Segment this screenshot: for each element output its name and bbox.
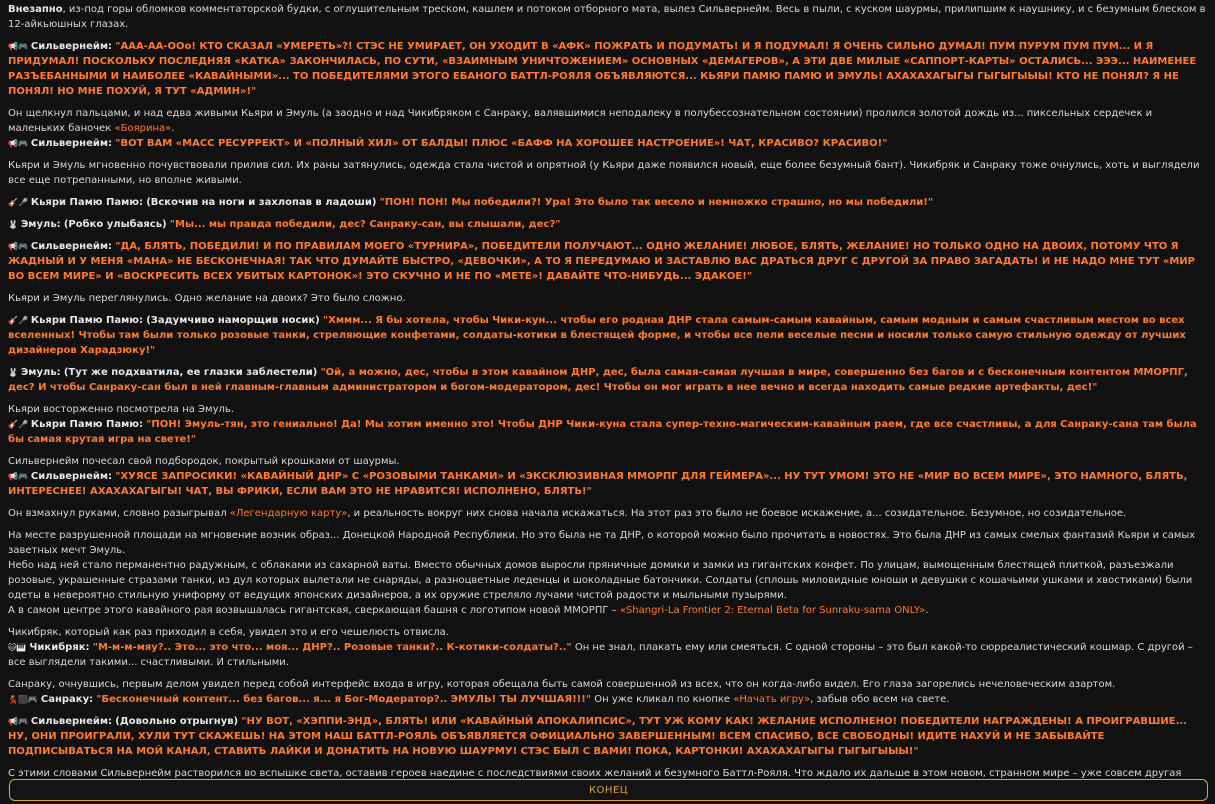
narration-text: , забыв обо всем на свете. bbox=[810, 694, 950, 705]
megaphone-gamepad-icon: 📢🎮 bbox=[8, 139, 28, 148]
speech-text: "ДА, БЛЯТЬ, ПОБЕДИЛИ! И ПО ПРАВИЛАМ МОЕГО «ТУРНИРА», ПОБЕДИТЕЛИ ПОЛУЧАЮТ... ОДНО ЖЕЛАНИЕ! ЛЮБОЕ, БЛЯТЬ, ЖЕЛАНИЕ! НО ТОЛЬКО ОДНО НА ДВОИХ, ПОТОМУ ЧТО Я ЖАДНЫЙ И У МЕНЯ «МАНА» НЕ БЕСКОНЕЧНАЯ! ТАК ЧТО ДУМАЙТЕ БЫСТРО, «ДЕВОЧКИ», А ТО Я ПЕРЕДУМАЮ И ЗАСТАВЛЮ ВАС ДРАТЬСЯ ДРУГ С ДРУГОЙ ЗА ПРАВО ЗАГАДАТЬ! И НЕ НАДО МНЕ ТУТ «МИР ВО ВСЕМ МИРЕ» И «ВОСКРЕСИТЬ ВСЕХ УБИТЫХ КАРТОНОК»! ЭТО СКУЧНО И НЕ ПО «МЕТЕ»! ДАВАЙТЕ ЧТО-НИБУДЬ... ЭДАКОЕ!" bbox=[8, 241, 1195, 282]
narration-text: Кьяри и Эмуль переглянулись. Одно желание на двоих? Это было сложно. bbox=[8, 293, 406, 304]
dialogue-line bbox=[8, 640, 1207, 670]
stage-direction: (Вскочив на ноги и захлопав в ладоши) bbox=[146, 197, 377, 208]
speech-text: "ХУЯСЕ ЗАПРОСИКИ! «КАВАЙНЫЙ ДНР» С «РОЗОВЫМИ ТАНКАМИ» И «ЭКСКЛЮЗИВНАЯ ММОРПГ ДЛЯ ГЕЙМЕРА»... НУ ТУТ УМОМ! ЭТО НЕ «МИР ВО ВСЕМ МИРЕ», ЭТО НАМНОГО, БЛЯТЬ, ИНТЕРЕСНЕЕ! АХАХАХАГЫГЫ! ЧАТ, ВЫ ФРИКИ, ЕСЛИ ВАМ ЭТО НЕ НРАВИТСЯ! ИСПОЛНЕНО, БЛЯТЬ!" bbox=[8, 471, 1188, 497]
highlight-text: «Начать игру» bbox=[733, 694, 811, 705]
narration-text: Он щелкнул пальцами, и над едва живыми Кьяри и Эмуль (а заодно и над Чикибряком с Санраку, валявшимися неподалеку в полубессознательном состоянии) пролился золотой дождь из... пиксельных сердечек и маленьких баночек bbox=[8, 108, 1153, 134]
paragraph bbox=[8, 291, 1207, 306]
speaker-name: Кьяри Памю Памю: bbox=[30, 419, 143, 430]
paragraph bbox=[8, 2, 1207, 32]
speech-text: "Хммм... Я бы хотела, чтобы Чики-кун... чтобы его родная ДНР стала самым-самым кавайным, самым модным и самым счастливым местом во всех вселенных! Чтобы там были только розовые танки, стреляющие конфетами, солдаты-котики в блестящей форме, и чтобы все пели веселые песни и носили только самую стильную одежду от лучших дизайнеров Харадзюку!" bbox=[8, 315, 1186, 356]
narration-text: . bbox=[925, 605, 929, 616]
narration-text: С этими словами Сильвернейм растворился во вспышке света, оставив героев наедине с последствиями своих желаний и безумного Баттл-Рояля. Что ждало их дальше в этом новом, странном мире – уже совсем другая bbox=[8, 768, 1182, 779]
speaker-name: Сильвернейм: bbox=[30, 138, 113, 149]
dialogue-line bbox=[8, 417, 1207, 447]
dialogue-line bbox=[8, 239, 1207, 284]
end-button[interactable]: КОНЕЦ bbox=[9, 779, 1208, 801]
speaker-name: Кьяри Памю Памю: bbox=[30, 197, 143, 208]
highlight-text: «Shangri-La Frontier 2: Eternal Beta for Sunraku-sama ONLY» bbox=[619, 605, 926, 616]
bunny-icon: 🐰 bbox=[8, 368, 18, 377]
dialogue-line bbox=[8, 217, 1207, 232]
speech-text: "Мы... мы правда победили, дес? Санраку-сан, вы слышали, дес?" bbox=[169, 219, 561, 230]
speaker-name: Сильвернейм: bbox=[30, 716, 113, 727]
bold-lead: Внезапно bbox=[8, 4, 63, 15]
speaker-name: Сильвернейм: bbox=[30, 241, 113, 252]
dancer-gamepad-icon: 💃⬛🎮 bbox=[8, 695, 38, 704]
speaker-name: Санраку: bbox=[40, 694, 94, 705]
paragraph bbox=[8, 402, 1207, 417]
speech-text: "ВОТ ВАМ «МАСС РЕСУРРЕКТ» И «ПОЛНЫЙ ХИЛ» ОТ БАЛДЫ! ПЛЮС «БАФФ НА ХОРОШЕЕ НАСТРОЕНИЕ»! ЧАТ, КРАСИВО? КРАСИВО!" bbox=[115, 138, 888, 149]
paragraph bbox=[8, 454, 1207, 469]
megaphone-gamepad-icon: 📢🎮 bbox=[8, 242, 28, 251]
speech-text: "М-м-м-мяу?.. Это... это что... моя... ДНР?.. Розовые танки?.. К-котики-солдаты?.." bbox=[92, 642, 572, 653]
narration-text: . bbox=[171, 123, 175, 134]
narration-text: Кьяри и Эмуль мгновенно почувствовали прилив сил. Их раны затянулись, одежда стала чистой и опрятной (у Кьяри даже появился новый, еще более безумный бант). Чикибряк и Санраку тоже очнулись, хоть и выглядели все еще потрепанными, но вполне живыми. bbox=[8, 160, 1200, 186]
speaker-name: Чикибряк: bbox=[29, 642, 90, 653]
bunny-icon: 🐰 bbox=[8, 220, 18, 229]
megaphone-gamepad-icon: 📢🎮 bbox=[8, 717, 28, 726]
guitar-microphone-icon: 🎸🎤 bbox=[8, 420, 28, 429]
paragraph bbox=[8, 625, 1207, 640]
narration-text: На месте разрушенной площади на мгновение возник образ... Донецкой Народной Республики. Но это была не та ДНР, о которой можно было прочитать в новостях. Это была ДНР из самых смелых фантазий Кьяри и самых заветных мечт Эмуль. bbox=[8, 530, 1196, 556]
stage-direction: (Довольно отрыгнув) bbox=[115, 716, 239, 727]
stage-direction: (Тут же подхватила, ее глазки заблестели) bbox=[63, 367, 318, 378]
speech-text: "ААА-АА-ООо! КТО СКАЗАЛ «УМЕРЕТЬ»?! СТЭС НЕ УМИРАЕТ, ОН УХОДИТ В «АФК» ПОЖРАТЬ И ПОДУМАТЬ! И Я ПОДУМАЛ! Я ОЧЕНЬ СИЛЬНО ДУМАЛ! ПУМ ПУРУМ ПУМ ПУМ... И Я ПРИДУМАЛ! ПОСКОЛЬКУ ПОСЛЕДНЯЯ «КАТКА» ЗАКОНЧИЛАСЬ, ПО СУТИ, «ВЗАИМНЫМ УНИЧТОЖЕНИЕМ» ОСНОВНЫХ «ДЕМАГЕРОВ», А ЭТИ ДВЕ МИЛЫЕ «САППОРТ-КАРТЫ» ОСТАЛИСЬ... ЭЭЭ... НАИМЕНЕЕ РАЗЪЕБАННЫМИ И НАИБОЛЕЕ «КАВАЙНЫМИ»... ТО ПОБЕДИТЕЛЯМИ ЭТОГО ЕБАНОГО БАТТЛ-РОЯЛЯ ОБЪЯВЛЯЮТСЯ... КЬЯРИ ПАМЮ ПАМЮ И ЭМУЛЬ! АХАХАХАГЫГЫ ГЫГЫГЫЫЫ! КТО НЕ ПОНЯЛ? Я НЕ ПОНЯЛ! НО МНЕ ПОХУЙ, Я ТУТ «АДМИН»!" bbox=[8, 41, 1197, 97]
narration-line bbox=[8, 603, 1207, 618]
speech-text: "НУ ВОТ, «ХЭППИ-ЭНД», БЛЯТЬ! ИЛИ «КАВАЙНЫЙ АПОКАЛИПСИС», ТУТ УЖ КОМУ КАК! ЖЕЛАНИЕ ИСПОЛНЕНО! ПОБЕДИТЕЛИ НАГРАЖДЕНЫ! А ПРОИГРАВШИЕ... НУ, ОНИ ПРОИГРАЛИ, ХУЛИ ТУТ СКАЖЕШЬ! НА ЭТОМ НАШ БАТТЛ-РОЯЛЬ ОБЪЯВЛЯЕТСЯ ОФИЦИАЛЬНО ЗАВЕРШЕННЫМ! ВСЕМ СПАСИБО, ВСЕ СВОБОДНЫ! ИДИТЕ НАХУЙ И НЕ ЗАБЫВАЙТЕ ПОДПИСЫВАТЬСЯ НА МОЙ КАНАЛ, СТАВИТЬ ЛАЙКИ И ДОНАТИТЬ НА НОВУЮ ШАУРМУ! СТЭС БЫЛ С ВАМИ! ПОКА, КАРТОНКИ! АХАХАХАГЫГЫ ГЫГЫГЫЫЫ!" bbox=[8, 716, 1187, 757]
dialogue-line bbox=[8, 469, 1207, 499]
dialogue-line bbox=[8, 39, 1207, 99]
guitar-microphone-icon: 🎸🎤 bbox=[8, 316, 28, 325]
end-button-container bbox=[9, 779, 1208, 801]
speaker-name: Сильвернейм: bbox=[30, 41, 113, 52]
speech-text: "ПОН! ПОН! Мы победили?! Ура! Это было так весело и немножко страшно, но мы победили!" bbox=[379, 197, 934, 208]
narration-text: Небо над ней стало перманентно радужным, с облаками из сахарной ваты. Вместо обычных домов выросли пряничные домики и замки из гигантских конфет. По улицам, вымощенным блестящей плиткой, разъезжали розовые, украшенные стразами танки, из дул которых вылетали не снаряды, а разноцветные леденцы и шоколадные батончики. Солдаты (сплошь миловидные юноши и девушки с кошачьими ушками и хвостиками) были одеты в невероятно стильную униформу от ведущих японских дизайнеров, а их оружие стреляло лучами чистой радости и мыльными пузырями. bbox=[8, 560, 1193, 601]
megaphone-gamepad-icon: 📢🎮 bbox=[8, 472, 28, 481]
guitar-microphone-icon: 🎸🎤 bbox=[8, 198, 28, 207]
stage-direction: (Робко улыбаясь) bbox=[63, 219, 167, 230]
speaker-name: Кьяри Памю Памю: bbox=[30, 315, 143, 326]
highlight-text: «Легендарную карту» bbox=[229, 508, 348, 519]
narration-text: Он не знал, плакать ему или смеяться. С одной стороны – это был какой-то сюрреалистический кошмар. С другой – все выглядели такими... счастливыми. И стильными. bbox=[8, 642, 1193, 668]
narration-text: А в самом центре этого кавайного рая возвышалась гигантская, сверкающая башня с логотипом новой ММОРПГ – bbox=[8, 605, 620, 616]
narration-text: , из-под горы обломков комментаторской будки, с оглушительным треском, кашлем и потоком отборного мата, вылез Сильвернейм. Весь в пыли, с куском шаурмы, прилипшим к наушнику, и с безумным блеском в 12-айкьюшных глазах. bbox=[8, 4, 1206, 30]
paragraph bbox=[8, 106, 1207, 136]
paragraph bbox=[8, 158, 1207, 188]
dialogue-line bbox=[8, 692, 1207, 707]
stage-direction: (Задумчиво наморщив носик) bbox=[146, 315, 320, 326]
paragraph bbox=[8, 677, 1207, 692]
dialogue-line bbox=[8, 365, 1207, 395]
megaphone-gamepad-icon: 📢🎮 bbox=[8, 42, 28, 51]
narration-text: Кьяри восторженно посмотрела на Эмуль. bbox=[8, 404, 234, 415]
paragraph bbox=[8, 506, 1207, 521]
narration-text: Чикибряк, который как раз приходил в себя, увидел это и его чешелюсть отвисла. bbox=[8, 627, 449, 638]
speaker-name: Эмуль: bbox=[20, 367, 61, 378]
speech-text: "Бесконечный контент... без багов... я... я Бог-Модератор?.. ЭМУЛЬ! ТЫ ЛУЧШАЯ!!!" bbox=[96, 694, 592, 705]
narration-text: Он уже кликал по кнопке bbox=[591, 694, 734, 705]
dialogue-line bbox=[8, 313, 1207, 358]
speech-text: "Ой, а можно, дес, чтобы в этом кавайном ДНР, дес, была самая-самая лучшая в мире, совершенно без багов и с бесконечным контентом ММОРПГ, дес? И чтобы Санраку-сан был в ней главным-главным администратором и богом-модератором, дес! Чтобы он мог играть в нее вечно и всегда находить самые редкие артефакты, дес!" bbox=[8, 367, 1188, 393]
narration-text: Он взмахнул руками, словно разыгрывал bbox=[8, 508, 230, 519]
dialogue-line bbox=[8, 136, 1207, 151]
paragraph bbox=[8, 528, 1207, 618]
dialogue-line bbox=[8, 714, 1207, 759]
dialogue-line bbox=[8, 195, 1207, 210]
speaker-name: Эмуль: bbox=[20, 219, 61, 230]
narration-text: Сильвернейм почесал свой подбородок, покрытый крошками от шаурмы. bbox=[8, 456, 400, 467]
speech-text: "ПОН! Эмуль-тян, это гениально! Да! Мы хотим именно это! Чтобы ДНР Чики-куна стала супер-техно-магическим-кавайным раем, где все счастливы, а для Санраку-сана там была бы самая крутая игра на свете!" bbox=[8, 419, 1197, 445]
narration-text: Санраку, очнувшись, первым делом увидел перед собой интерфейс входа в игру, которая обещала быть самой совершенной из всех, что он когда-либо видел. Его глаза загорелись нечеловеческим азартом. bbox=[8, 679, 1116, 690]
cat-keyboard-icon: 🐱🎹 bbox=[8, 643, 27, 652]
speaker-name: Сильвернейм: bbox=[30, 471, 113, 482]
highlight-text: «Боярина» bbox=[114, 123, 172, 134]
narration-text: , и реальность вокруг них снова начала искажаться. На этот раз это было не боевое искажение, а... созидательное. Безумное, но созидательное. bbox=[347, 508, 1127, 519]
